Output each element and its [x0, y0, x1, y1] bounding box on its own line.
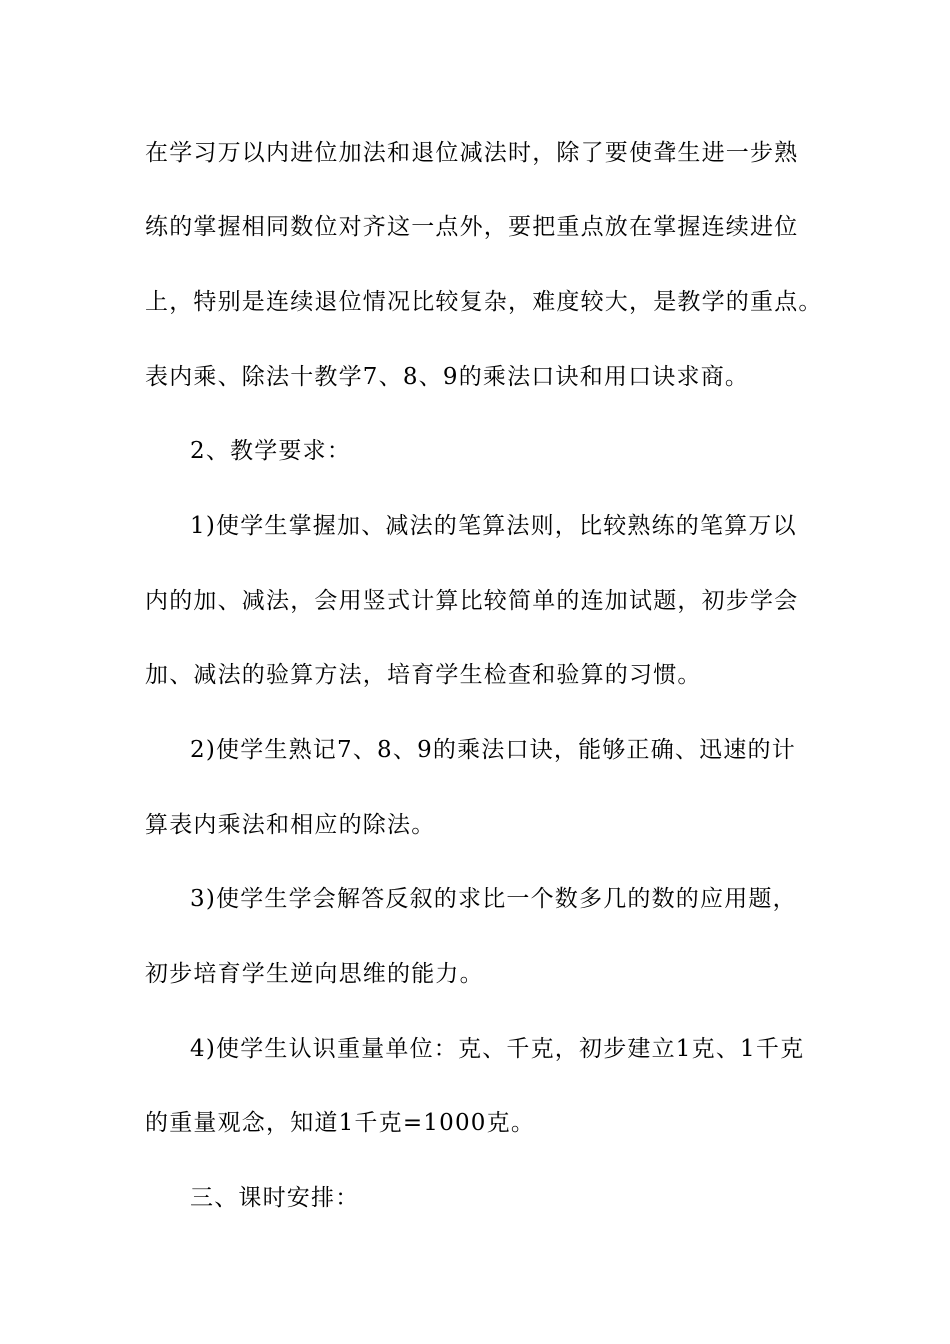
- paragraph-line: 练的掌握相同数位对齐这一点外，要把重点放在掌握连续进位: [145, 214, 799, 240]
- paragraph-line: 初步培育学生逆向思维的能力。: [145, 961, 484, 987]
- paragraph-line: 2)使学生熟记7、8、9的乘法口诀，能够正确、迅速的计: [190, 737, 796, 763]
- paragraph-line: 4)使学生认识重量单位：克、千克，初步建立1克、1千克: [190, 1036, 805, 1062]
- paragraph-line: 上，特别是连续退位情况比较复杂，难度较大，是教学的重点。: [145, 289, 823, 315]
- paragraph-line: 在学习万以内进位加法和退位减法时，除了要使聋生进一步熟: [145, 140, 799, 166]
- section-heading: 2、教学要求：: [190, 438, 352, 464]
- paragraph-line: 算表内乘法和相应的除法。: [145, 812, 436, 838]
- paragraph-line: 加、减法的验算方法，培育学生检查和验算的习惯。: [145, 662, 702, 688]
- paragraph-line: 的重量观念，知道1千克=1000克。: [145, 1110, 536, 1136]
- paragraph-line: 内的加、减法，会用竖式计算比较简单的连加试题，初步学会: [145, 588, 799, 614]
- paragraph-line: 3)使学生学会解答反叙的求比一个数多几的数的应用题，: [190, 886, 797, 912]
- paragraph-line: 表内乘、除法十教学7、8、9的乘法口诀和用口诀求商。: [145, 364, 750, 390]
- paragraph-line: 1)使学生掌握加、减法的笔算法则，比较熟练的笔算万以: [190, 513, 797, 539]
- section-heading: 三、课时安排：: [190, 1185, 360, 1211]
